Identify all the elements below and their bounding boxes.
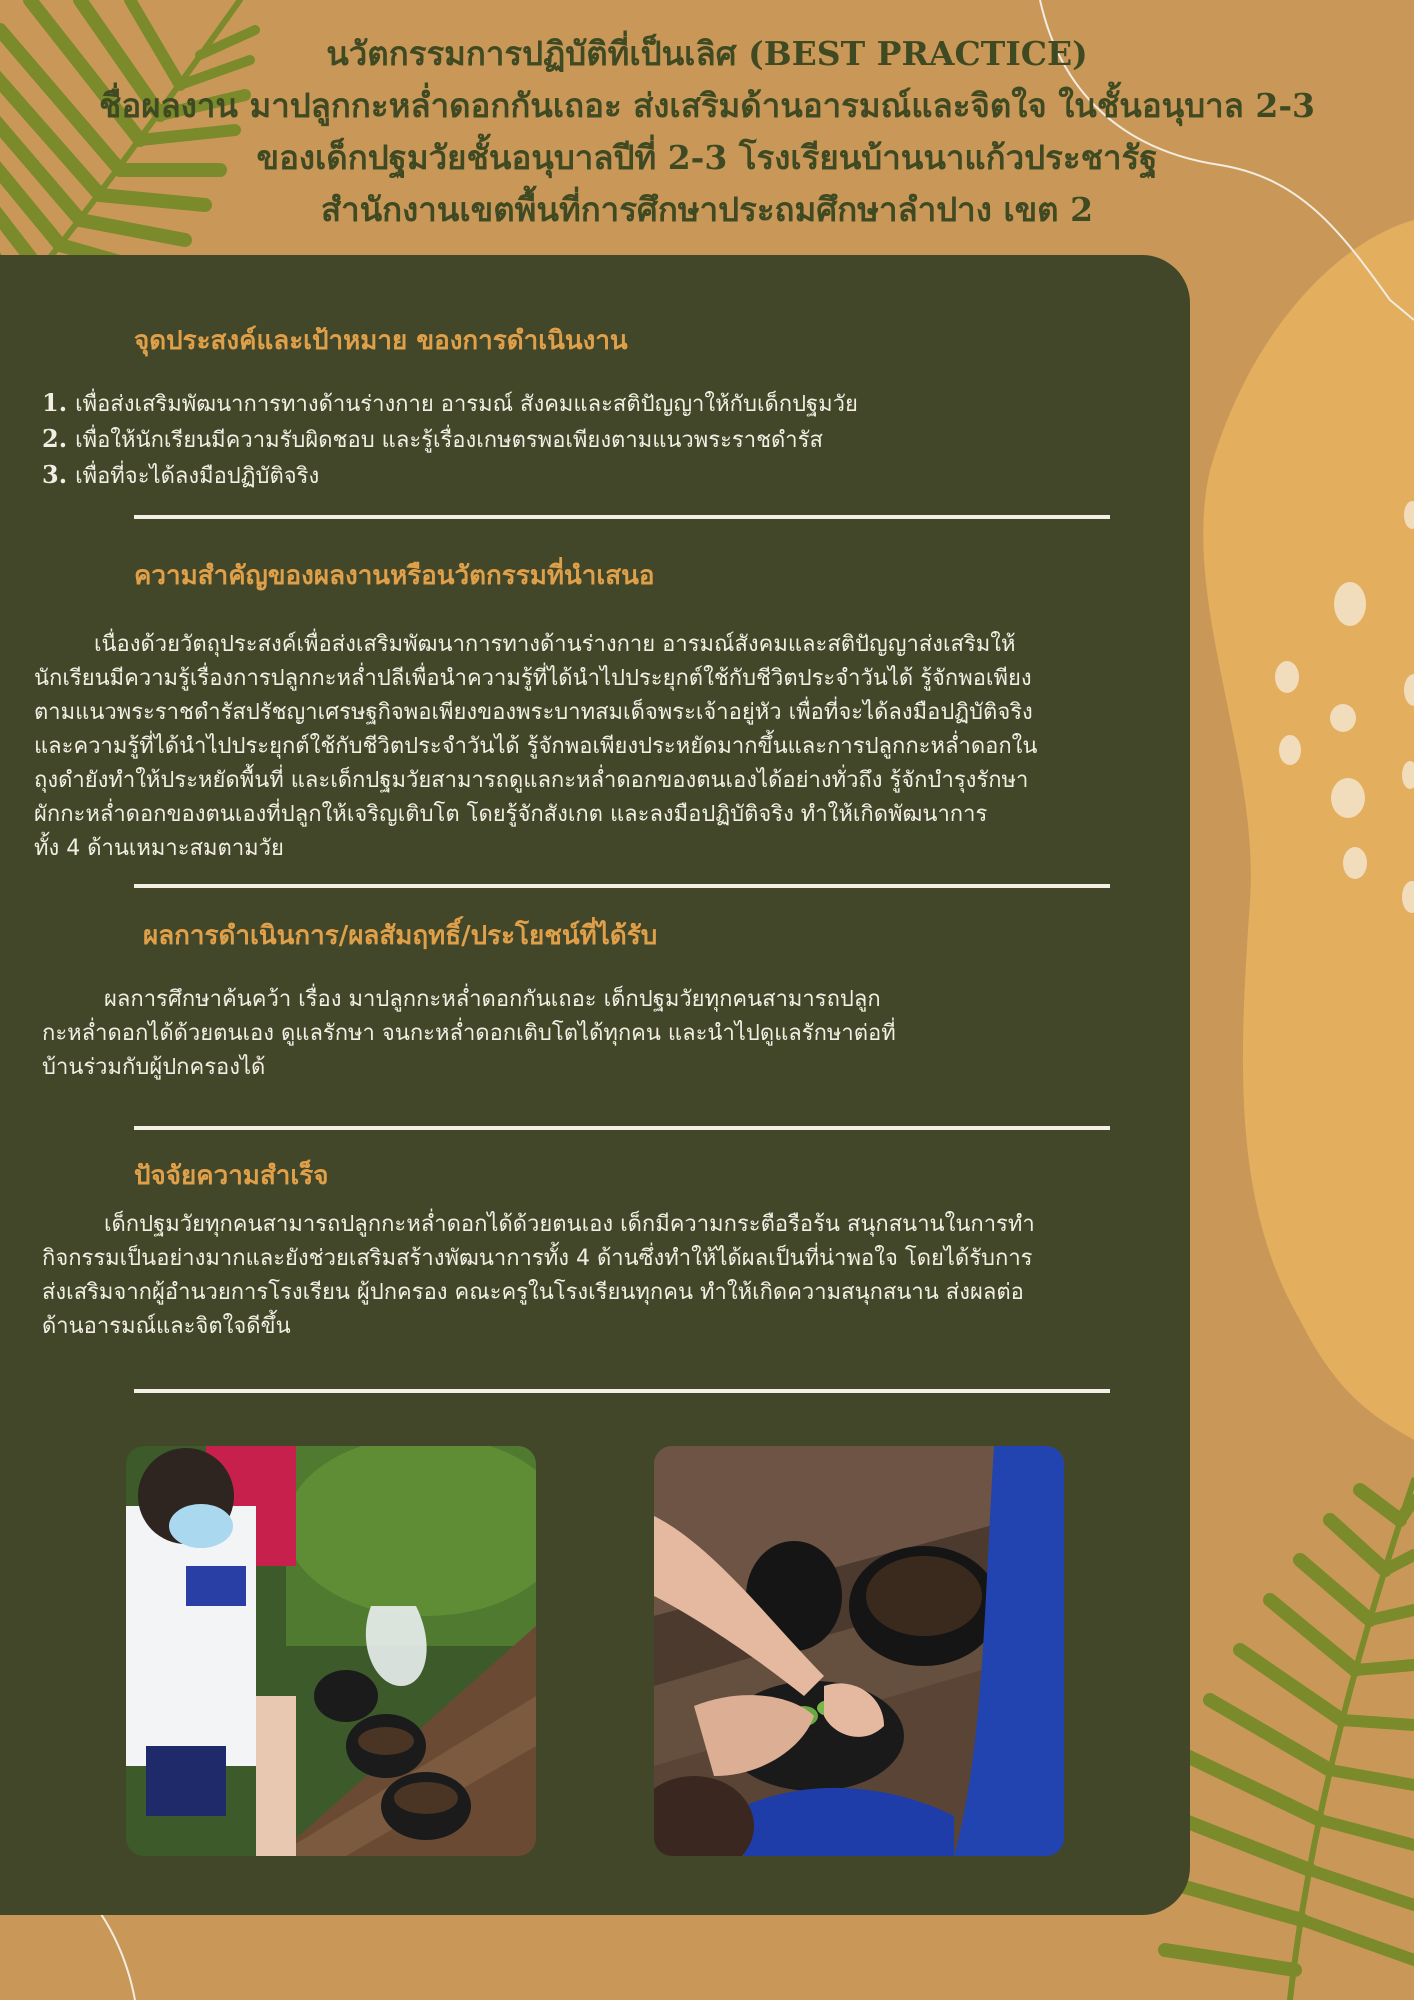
item-number: 1. bbox=[42, 388, 68, 417]
header-line-2: ชื่อผลงาน มาปลูกกะหล่ำดอกกันเถอะ ส่งเสริมด้านอารมณ์และจิตใจ ในชั้นอนุบาล 2-3 bbox=[98, 86, 1316, 125]
objective-item-2 bbox=[42, 422, 858, 458]
photo-hands-in-soil bbox=[654, 1446, 1064, 1856]
objective-item-3 bbox=[42, 458, 858, 494]
paragraph-line: เนื่องด้วยวัตถุประสงค์เพื่อส่งเสริมพัฒนาการทางด้านร่างกาย อารมณ์สังคมและสติปัญญาส่งเสริมให้ bbox=[94, 632, 1016, 657]
results-paragraph bbox=[42, 983, 896, 1085]
paragraph-line: ผักกะหล่ำดอกของตนเองที่ปลูกให้เจริญเติบโต โดยรู้จักสังเกต และลงมือปฏิบัติจริง ทำให้เกิดพัฒนาการ bbox=[34, 802, 988, 827]
header-line-3: ของเด็กปฐมวัยชั้นอนุบาลปีที่ 2-3 โรงเรียนบ้านนาแก้วประชารัฐ bbox=[256, 138, 1158, 177]
header-line-4: สำนักงานเขตพื้นที่การศึกษาประถมศึกษาลำปาง เขต 2 bbox=[320, 190, 1094, 229]
section-results-title: ผลการดำเนินการ/ผลสัมฤทธิ์/ประโยชน์ที่ได้รับ bbox=[143, 921, 658, 951]
orange-blob bbox=[1203, 220, 1414, 1440]
objectives-list bbox=[42, 386, 858, 494]
section-objectives-title: จุดประสงค์และเป้าหมาย ของการดำเนินงาน bbox=[134, 326, 628, 356]
palm-leaf-bottom-right-icon bbox=[1160, 1480, 1414, 2000]
importance-paragraph bbox=[34, 628, 1037, 866]
section-importance-title: ความสำคัญของผลงานหรือนวัตกรรมที่นำเสนอ bbox=[134, 561, 655, 591]
paragraph-line: กะหล่ำดอกได้ด้วยตนเอง ดูแลรักษา จนกะหล่ำดอกเติบโตได้ทุกคน และนำไปดูแลรักษาต่อที่ bbox=[42, 1021, 896, 1046]
divider bbox=[134, 1126, 1110, 1130]
section-success-factors-title: ปัจจัยความสำเร็จ bbox=[134, 1161, 329, 1191]
paragraph-line: ส่งเสริมจากผู้อำนวยการโรงเรียน ผู้ปกครอง คณะครูในโรงเรียนทุกคน ทำให้เกิดความสนุกสนาน ส่งผลต่อ bbox=[42, 1280, 1024, 1305]
paragraph-line: ด้านอารมณ์และจิตใจดีขึ้น bbox=[42, 1314, 291, 1339]
item-text: เพื่อให้นักเรียนมีความรับผิดชอบ และรู้เรื่องเกษตรพอเพียงตามแนวพระราชดำรัส bbox=[75, 428, 823, 453]
paragraph-line: นักเรียนมีความรู้เรื่องการปลูกกะหล่ำปลีเพื่อนำความรู้ที่ได้นำไปประยุกต์ใช้กับชีวิตประจำวันได้ รู้จักพอเพียง bbox=[34, 666, 1032, 691]
photo-child-planting bbox=[126, 1446, 536, 1856]
paragraph-line: ถุงดำยังทำให้ประหยัดพื้นที่ และเด็กปฐมวัยสามารถดูแลกะหล่ำดอกของตนเองได้อย่างทั่วถึง รู้จักบำรุงรักษา bbox=[34, 768, 1029, 793]
paragraph-line: และความรู้ที่ได้นำไปประยุกต์ใช้กับชีวิตประจำวันได้ รู้จักพอเพียงประหยัดมากขึ้นและการปลูกกะหล่ำดอกใน bbox=[34, 734, 1038, 759]
paragraph-line: เด็กปฐมวัยทุกคนสามารถปลูกกะหล่ำดอกได้ด้วยตนเอง เด็กมีความกระตือรือร้น สนุกสนานในการทำ bbox=[104, 1212, 1035, 1237]
divider bbox=[134, 515, 1110, 519]
poster-header bbox=[0, 28, 1414, 236]
item-number: 2. bbox=[42, 424, 68, 453]
item-number: 3. bbox=[42, 460, 68, 489]
divider bbox=[134, 884, 1110, 888]
paragraph-line: ตามแนวพระราชดำรัสปรัชญาเศรษฐกิจพอเพียงของพระบาทสมเด็จพระเจ้าอยู่หัว เพื่อที่จะได้ลงมือปฏิบัติจริง bbox=[34, 700, 1033, 725]
objective-item-1 bbox=[42, 386, 858, 422]
item-text: เพื่อส่งเสริมพัฒนาการทางด้านร่างกาย อารมณ์ สังคมและสติปัญญาให้กับเด็กปฐมวัย bbox=[75, 392, 858, 417]
success-factors-paragraph bbox=[42, 1208, 1035, 1344]
item-text: เพื่อที่จะได้ลงมือปฏิบัติจริง bbox=[75, 464, 320, 489]
paragraph-line: ทั้ง 4 ด้านเหมาะสมตามวัย bbox=[34, 836, 284, 861]
paragraph-line: บ้านร่วมกับผู้ปกครองได้ bbox=[42, 1055, 266, 1080]
header-line-1: นวัตกรรมการปฏิบัติที่เป็นเลิศ (BEST PRACTICE) bbox=[326, 34, 1088, 73]
paragraph-line: กิจกรรมเป็นอย่างมากและยังช่วยเสริมสร้างพัฒนาการทั้ง 4 ด้านซึ่งทำให้ได้ผลเป็นที่น่าพอใจ โดยได้รับการ bbox=[42, 1246, 1033, 1271]
divider bbox=[134, 1389, 1110, 1393]
paragraph-line: ผลการศึกษาค้นคว้า เรื่อง มาปลูกกะหล่ำดอกกันเถอะ เด็กปฐมวัยทุกคนสามารถปลูก bbox=[104, 987, 881, 1012]
